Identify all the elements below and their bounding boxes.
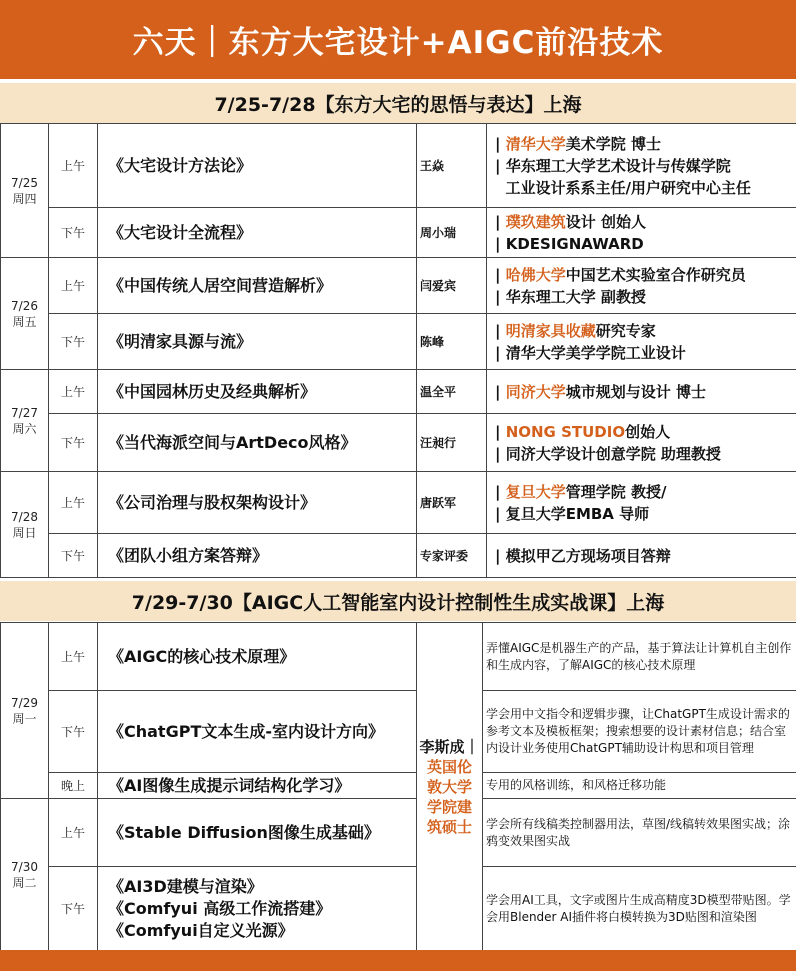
- teacher-name: 周小瑞: [417, 208, 487, 258]
- course-title: 《公司治理与股权架构设计》: [98, 472, 417, 534]
- teacher-info: | 模拟甲乙方现场项目答辩: [487, 534, 796, 578]
- date-cell: 7/25 周四: [1, 124, 49, 258]
- course-title: 《中国园林历史及经典解析》: [98, 370, 417, 414]
- schedule-table-aigc: [0, 622, 796, 951]
- section-heading-mansion: 7/25-7/28【东方大宅的思悟与表达】上海: [0, 83, 796, 123]
- teacher-info: | 复旦大学管理学院 教授/ | 复旦大学EMBA 导师: [487, 472, 796, 534]
- teacher-name: 汪昶行: [417, 414, 487, 472]
- teacher-info: | 璞玖建筑设计 创始人 | KDESIGNAWARD: [487, 208, 796, 258]
- section-heading-aigc: 7/29-7/30【AIGC人工智能室内设计控制性生成实战课】上海: [0, 581, 796, 621]
- teacher-name: 陈峰: [417, 314, 487, 370]
- teacher-info: | NONG STUDIO创始人 | 同济大学设计创意学院 助理教授: [487, 414, 796, 472]
- course-description: 学会所有线稿类控制器用法，草图/线稿转效果图实战；涂鸦变效果图实战: [483, 799, 796, 867]
- course-title: 《AI3D建模与渲染》 《Comfyui 高级工作流搭建》 《Comfyui自定义光源》: [98, 867, 417, 951]
- course-description: 专用的风格训练，和风格迁移功能: [483, 773, 796, 799]
- period-cell: 上午: [49, 258, 98, 314]
- period-cell: 下午: [49, 867, 98, 951]
- course-title: 《Stable Diffusion图像生成基础》: [98, 799, 417, 867]
- course-title: 《大宅设计全流程》: [98, 208, 417, 258]
- course-title: 《大宅设计方法论》: [98, 124, 417, 208]
- teacher-info: | 清华大学美术学院 博士 | 华东理工大学艺术设计与传媒学院 工业设计系系主任/用户研究中心主任: [487, 124, 796, 208]
- date-cell: 7/30 周二: [1, 799, 49, 951]
- course-title: 《AIGC的核心技术原理》: [98, 623, 417, 691]
- course-description: 学会用中文指令和逻辑步骤，让ChatGPT生成设计需求的参考文本及模板框架；搜索想要的设计素材信息；结合室内设计业务使用ChatGPT辅助设计构思和项目管理: [483, 691, 796, 773]
- period-cell: 上午: [49, 124, 98, 208]
- page-title: 六天｜东方大宅设计+AIGC前沿技术: [0, 0, 796, 79]
- teacher-name: 唐跃军: [417, 472, 487, 534]
- date-cell: 7/27 周六: [1, 370, 49, 472]
- period-cell: 上午: [49, 370, 98, 414]
- teacher-cell: 李斯成｜ 英国伦 敦大学 学院建 筑硕士: [417, 623, 483, 951]
- course-description: 学会用AI工具，文字或图片生成高精度3D模型带贴图。学会用Blender AI插件将白模转换为3D贴图和渲染图: [483, 867, 796, 951]
- table-row: [1, 691, 796, 773]
- period-cell: 下午: [49, 208, 98, 258]
- teacher-info: | 同济大学城市规划与设计 博士: [487, 370, 796, 414]
- schedule-table-mansion: [0, 123, 796, 578]
- table-row: [1, 799, 796, 867]
- teacher-name: 专家评委: [417, 534, 487, 578]
- teacher-name: 闫爱宾: [417, 258, 487, 314]
- teacher-info: | 哈佛大学中国艺术实验室合作研究员 | 华东理工大学 副教授: [487, 258, 796, 314]
- course-title: 《ChatGPT文本生成-室内设计方向》: [98, 691, 417, 773]
- table-row: [1, 314, 796, 370]
- table-row: [1, 773, 796, 799]
- period-cell: 下午: [49, 414, 98, 472]
- footer-bar: [0, 950, 796, 971]
- course-title: 《团队小组方案答辩》: [98, 534, 417, 578]
- date-cell: 7/28 周日: [1, 472, 49, 578]
- period-cell: 上午: [49, 623, 98, 691]
- table-row: [1, 414, 796, 472]
- period-cell: 晚上: [49, 773, 98, 799]
- course-title: 《当代海派空间与ArtDeco风格》: [98, 414, 417, 472]
- course-title: 《明清家具源与流》: [98, 314, 417, 370]
- period-cell: 下午: [49, 534, 98, 578]
- table-row: [1, 124, 796, 208]
- table-row: [1, 370, 796, 414]
- period-cell: 上午: [49, 472, 98, 534]
- table-row: [1, 534, 796, 578]
- period-cell: 下午: [49, 314, 98, 370]
- table-row: [1, 208, 796, 258]
- course-title: 《中国传统人居空间营造解析》: [98, 258, 417, 314]
- date-cell: 7/29 周一: [1, 623, 49, 799]
- teacher-name: 王焱: [417, 124, 487, 208]
- teacher-name: 温全平: [417, 370, 487, 414]
- table-row: [1, 867, 796, 951]
- table-row: [1, 258, 796, 314]
- table-row: [1, 472, 796, 534]
- course-description: 弄懂AIGC是机器生产的产品，基于算法让计算机自主创作和生成内容，了解AIGC的核心技术原理: [483, 623, 796, 691]
- course-title: 《AI图像生成提示词结构化学习》: [98, 773, 417, 799]
- period-cell: 下午: [49, 691, 98, 773]
- teacher-info: | 明清家具收藏研究专家 | 清华大学美学学院工业设计: [487, 314, 796, 370]
- date-cell: 7/26 周五: [1, 258, 49, 370]
- period-cell: 上午: [49, 799, 98, 867]
- table-row: [1, 623, 796, 691]
